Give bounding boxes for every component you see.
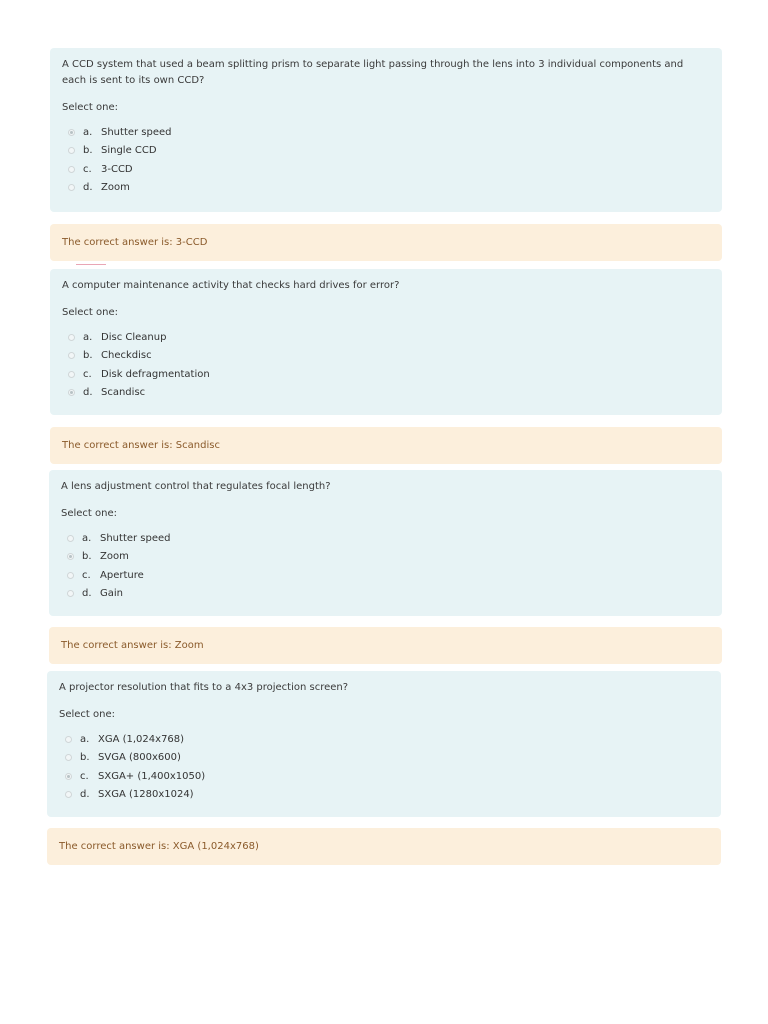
question-text: A projector resolution that fits to a 4x3 projection screen? [59,682,349,693]
radio-icon[interactable] [67,535,74,542]
option-d[interactable]: d. Zoom [62,179,710,198]
option-label: Gain [100,588,123,600]
correct-answer-text: The correct answer is: Zoom [61,640,204,651]
option-c[interactable]: c. Disk defragmentation [62,365,710,384]
radio-icon[interactable] [65,791,72,798]
radio-icon[interactable] [68,166,75,173]
decorative-underline [76,264,106,265]
question-text: A computer maintenance activity that checks hard drives for error? [62,280,400,291]
option-label: SVGA (800x600) [98,752,181,764]
correct-answer-text: The correct answer is: XGA (1,024x768) [59,841,259,852]
radio-icon[interactable] [65,736,72,743]
option-a[interactable]: a. Shutter speed [61,529,710,548]
option-b[interactable]: b. Single CCD [62,142,710,161]
option-b[interactable]: b. SVGA (800x600) [59,749,709,768]
option-a[interactable]: a. Disc Cleanup [62,328,710,347]
option-label: Disc Cleanup [101,331,167,343]
radio-icon[interactable] [67,590,74,597]
correct-answer-text: The correct answer is: 3-CCD [62,237,208,248]
option-label: Zoom [100,551,129,563]
select-one-label: Select one: [62,307,119,318]
select-one-label: Select one: [61,508,118,519]
option-label: Aperture [100,569,144,581]
option-c[interactable]: c. 3-CCD [62,160,710,179]
radio-icon-selected[interactable] [68,389,75,396]
option-b[interactable]: b. Zoom [61,548,710,567]
option-label: Shutter speed [101,126,172,138]
option-label: SXGA (1280x1024) [98,789,194,801]
radio-icon[interactable] [68,352,75,359]
option-b[interactable]: b. Checkdisc [62,347,710,366]
radio-icon-selected[interactable] [68,129,75,136]
option-label: 3-CCD [101,163,133,175]
question-card-4 [47,671,721,817]
radio-icon[interactable] [65,754,72,761]
radio-icon[interactable] [68,371,75,378]
option-label: Shutter speed [100,532,171,544]
question-text: A lens adjustment control that regulates focal length? [61,481,331,492]
question-card-3 [49,470,722,616]
option-label: Scandisc [101,387,146,399]
option-label: Disk defragmentation [101,368,210,380]
option-a[interactable]: a. XGA (1,024x768) [59,730,709,749]
option-d[interactable]: d. Scandisc [62,384,710,403]
select-one-label: Select one: [62,102,119,113]
option-label: SXGA+ (1,400x1050) [98,770,206,782]
option-d[interactable]: d. Gain [61,585,710,604]
feedback-box-2 [50,427,722,464]
radio-icon[interactable] [68,334,75,341]
option-c[interactable]: c. Aperture [61,566,710,585]
option-label: Zoom [101,182,130,194]
option-c[interactable]: c. SXGA+ (1,400x1050) [59,767,709,786]
option-a[interactable]: a. Shutter speed [62,123,710,142]
feedback-box-1 [50,224,722,261]
radio-icon[interactable] [67,572,74,579]
feedback-box-3 [49,627,722,664]
radio-icon[interactable] [68,184,75,191]
feedback-box-4 [47,828,721,865]
option-label: XGA (1,024x768) [98,733,185,745]
question-card-2 [50,269,722,415]
question-card-1 [50,48,722,212]
correct-answer-text: The correct answer is: Scandisc [62,440,220,451]
option-label: Single CCD [101,145,157,157]
radio-icon-selected[interactable] [67,553,74,560]
radio-icon[interactable] [68,147,75,154]
radio-icon-selected[interactable] [65,773,72,780]
select-one-label: Select one: [59,709,116,720]
option-label: Checkdisc [101,350,152,362]
option-d[interactable]: d. SXGA (1280x1024) [59,786,709,805]
question-text: A CCD system that used a beam splitting prism to separate light passing through the lens into 3 individual components and each is sent to its own CCD? [62,59,684,86]
